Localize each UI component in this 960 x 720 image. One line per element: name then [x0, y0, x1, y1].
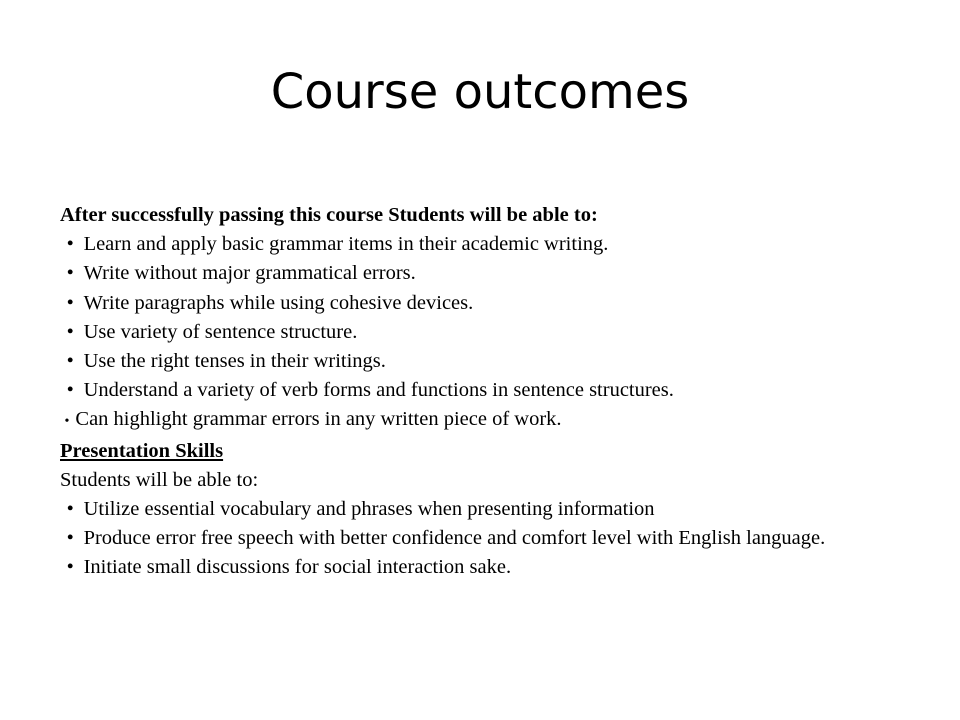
list-item	[60, 347, 920, 376]
bullet-icon: •	[66, 556, 74, 579]
list-item-text: Use variety of sentence structure.	[83, 320, 358, 343]
list-item-text: Learn and apply basic grammar items in their academic writing.	[83, 233, 609, 256]
list-item-text: Understand a variety of verb forms and functions in sentence structures.	[83, 379, 674, 402]
list-item	[60, 405, 920, 436]
bullet-icon: •	[66, 379, 74, 402]
list-item	[60, 318, 920, 347]
bullet-icon: •	[64, 414, 70, 430]
bullet-icon: •	[66, 233, 74, 256]
list-item	[60, 524, 920, 553]
bullet-icon: •	[66, 262, 74, 285]
bullet-icon: •	[66, 527, 74, 550]
list-item-text: Use the right tenses in their writings.	[83, 350, 386, 373]
list-item-text: Utilize essential vocabulary and phrases when presenting information	[83, 498, 655, 521]
list-item	[60, 259, 920, 288]
bullet-icon: •	[66, 350, 74, 373]
list-item	[60, 553, 920, 582]
list-item	[60, 289, 920, 318]
slide-body	[60, 201, 920, 583]
list-item	[60, 230, 920, 259]
list-item-text: Write paragraphs while using cohesive devices.	[83, 291, 474, 314]
bullet-icon: •	[66, 320, 74, 343]
list-item-text: Initiate small discussions for social interaction sake.	[83, 556, 512, 579]
presentation-intro: Students will be able to:	[60, 468, 259, 491]
slide-title: Course outcomes	[270, 64, 690, 120]
list-item	[60, 495, 920, 524]
list-item	[60, 376, 920, 405]
outcomes-intro: After successfully passing this course Students will be able to:	[60, 204, 598, 226]
bullet-icon: •	[66, 291, 74, 314]
presentation-skills-heading: Presentation Skills	[60, 439, 224, 462]
section-heading	[60, 437, 920, 466]
list-item-text: Can highlight grammar errors in any written piece of work.	[75, 408, 562, 431]
list-item-text: Produce error free speech with better confidence and comfort level with English language.	[83, 527, 826, 550]
list-item-text: Write without major grammatical errors.	[83, 262, 416, 285]
bullet-icon: •	[66, 498, 74, 521]
